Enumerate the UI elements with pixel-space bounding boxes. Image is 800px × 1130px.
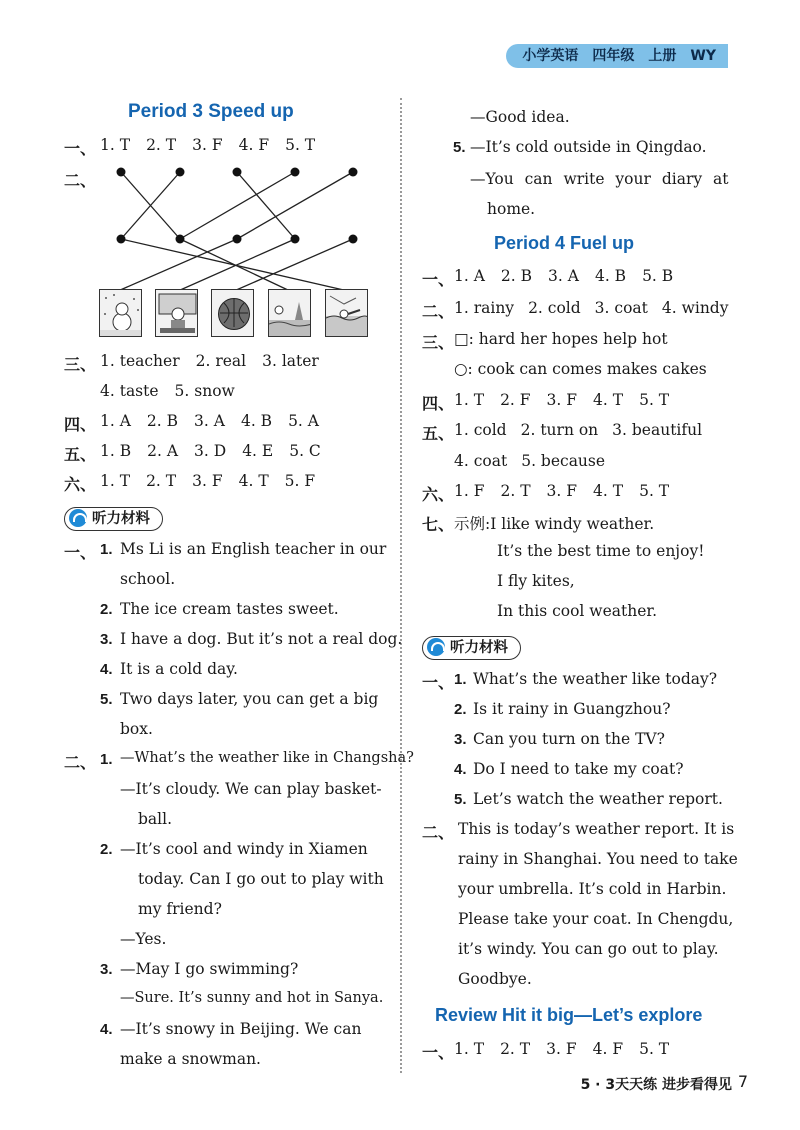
line-number: 2. <box>454 701 467 718</box>
p3-s6-label: 六、 <box>64 475 97 494</box>
p3-s3-row2 <box>100 382 235 400</box>
answer: 3. beautiful <box>612 421 703 439</box>
answer: 5. T <box>285 136 316 154</box>
p4-s7-label: 七、 <box>422 515 455 534</box>
boy-at-table-picture <box>155 289 198 337</box>
review-s1-answers <box>454 1040 669 1058</box>
answer: 4. F <box>592 1040 624 1058</box>
listening-line: —May I go swimming? <box>120 960 299 978</box>
dialogue-line: —You can write your diary at <box>470 170 729 188</box>
p4-s4-label: 四、 <box>422 394 455 413</box>
answer: 5. F <box>284 472 316 490</box>
poem-line: I fly kites, <box>497 572 575 590</box>
answer: 2. cold <box>528 299 581 317</box>
answer: 3. F <box>192 136 223 154</box>
listening-line: —It’s cloudy. We can play basket- <box>120 780 382 798</box>
match-dot <box>117 168 126 177</box>
p4-s5-label: 五、 <box>422 424 455 443</box>
line-number: 1. <box>100 751 113 768</box>
p4-s5-row1 <box>454 421 702 439</box>
line-number: 2. <box>100 601 113 618</box>
match-dot <box>233 168 242 177</box>
weather-report-line: your umbrella. It’s cold in Harbin. <box>458 880 727 898</box>
volume-label: 上册 <box>648 48 677 64</box>
line-number: 4. <box>454 761 467 778</box>
swimming-picture <box>325 289 368 337</box>
line-number: 3. <box>454 731 467 748</box>
p3-s1-answers <box>100 136 315 154</box>
answer: 1. A <box>454 267 485 285</box>
p4-s1-label: 一、 <box>422 270 455 289</box>
snowman-picture <box>99 289 142 337</box>
listening-line: Do I need to take my coat? <box>473 760 684 778</box>
period3-title: Period 3 Speed up <box>128 101 294 122</box>
listening-line: I have a dog. But it’s not a real dog. <box>120 630 403 648</box>
match-dot <box>233 235 242 244</box>
p4-s2-label: 二、 <box>422 302 455 321</box>
listening-line: my friend? <box>138 900 222 918</box>
listening-line: Let’s watch the weather report. <box>473 790 723 808</box>
answer: 3. later <box>262 352 319 370</box>
review-s1-label: 一、 <box>422 1043 455 1062</box>
p4-s1-answers <box>454 267 673 285</box>
poem-line: It’s the best time to enjoy! <box>497 542 705 560</box>
p3-s4-label: 四、 <box>64 415 97 434</box>
p4-s3-label: 三、 <box>422 333 455 352</box>
p4-s6-answers <box>454 482 669 500</box>
answer: 3. F <box>546 482 578 500</box>
p3-s1-row <box>64 136 96 159</box>
line-number: 5. <box>453 139 466 156</box>
answer: 5. C <box>289 442 321 460</box>
listening-tag-label: 听力材料 <box>450 640 508 656</box>
page-number: 7 <box>737 1072 748 1091</box>
match-line <box>237 172 353 239</box>
answer: 1. A <box>100 412 131 430</box>
subject-label: 小学英语 <box>522 48 579 64</box>
line-number: 3. <box>100 961 113 978</box>
listening-material-tag <box>422 636 521 660</box>
listening-line: —It’s cool and windy in Xiamen <box>120 840 368 858</box>
review-title: Review Hit it big—Let’s explore <box>435 1005 703 1025</box>
answer: 5. T <box>639 1040 670 1058</box>
answer: 1. teacher <box>100 352 180 370</box>
answer: 2. real <box>195 352 247 370</box>
match-dot <box>349 235 358 244</box>
match-line <box>180 172 295 239</box>
match-dot <box>176 235 185 244</box>
answer: 3. F <box>546 1040 577 1058</box>
line-number: 1. <box>100 541 113 558</box>
line-number: 4. <box>100 661 113 678</box>
answer: 1. T <box>100 472 131 490</box>
listening-line: —Yes. <box>120 930 167 948</box>
listening-line: school. <box>120 570 176 588</box>
match-dot <box>349 168 358 177</box>
weather-report-line: Goodbye. <box>458 970 532 988</box>
match-line <box>234 239 353 291</box>
listening-line: ball. <box>138 810 173 828</box>
answer: 5. A <box>288 412 319 430</box>
listening-line: Is it rainy in Guangzhou? <box>473 700 671 718</box>
p3-s4-answers <box>100 412 319 430</box>
line-number: 5. <box>100 691 113 708</box>
listening-line: The ice cream tastes sweet. <box>120 600 339 618</box>
answer: 4. T <box>593 391 624 409</box>
answer: 5. T <box>639 482 670 500</box>
listening-line: —Sure. It’s sunny and hot in Sanya. <box>120 990 384 1006</box>
answer: 1. B <box>100 442 132 460</box>
matching-lines-diagram <box>100 160 380 295</box>
p3-l2-label: 二、 <box>64 753 97 772</box>
listening-line: What’s the weather like today? <box>473 670 718 688</box>
footer-brand: 5 · 3天天练 进步看得见 <box>580 1077 732 1093</box>
dialogue-line: —It’s cold outside in Qingdao. <box>470 138 707 156</box>
answer: 4. taste <box>100 382 159 400</box>
match-line <box>118 239 237 291</box>
match-dot <box>291 168 300 177</box>
p3-s2-label: 二、 <box>64 171 97 190</box>
p3-s3-row1 <box>100 352 319 370</box>
headphones-icon <box>427 638 445 656</box>
match-dot <box>176 168 185 177</box>
p3-s3-label: 三、 <box>64 355 97 374</box>
answer: 3. D <box>194 442 227 460</box>
dialogue-line: home. <box>487 200 536 218</box>
p4-s2-answers <box>454 299 728 317</box>
answer: 2. T <box>500 1040 531 1058</box>
answer: 2. B <box>500 267 533 285</box>
answer: 4. T <box>238 472 269 490</box>
poem-line: 示例:I like windy weather. <box>454 515 655 533</box>
line-number: 5. <box>454 791 467 808</box>
listening-line: make a snowman. <box>120 1050 261 1068</box>
answer: 3. coat <box>594 299 648 317</box>
answer: 1. rainy <box>454 299 515 317</box>
section-label: 一、 <box>64 139 97 158</box>
match-dot <box>117 235 126 244</box>
basketball-picture <box>211 289 254 337</box>
line-number: 1. <box>454 671 467 688</box>
p3-s6-answers <box>100 472 315 490</box>
circle-sound-words: ○: cook can comes makes cakes <box>454 360 707 378</box>
p4-s4-answers <box>454 391 669 409</box>
column-divider <box>400 98 402 1073</box>
answer: 2. T <box>146 136 177 154</box>
answer: 4. windy <box>661 299 729 317</box>
weather-report-line: rainy in Shanghai. You need to take <box>458 850 738 868</box>
beach-picture <box>268 289 311 337</box>
listening-line: Can you turn on the TV? <box>473 730 665 748</box>
listening-line: —What’s the weather like in Changsha? <box>120 750 414 766</box>
answer: 1. cold <box>454 421 507 439</box>
line-number: 3. <box>100 631 113 648</box>
p4-l1-label: 一、 <box>422 673 455 692</box>
p3-l1-label: 一、 <box>64 543 97 562</box>
poem-line: In this cool weather. <box>497 602 658 620</box>
match-line <box>237 172 295 239</box>
answer: 1. T <box>100 136 131 154</box>
answer: 2. B <box>146 412 179 430</box>
answer: 4. B <box>594 267 627 285</box>
answer: 3. F <box>192 472 223 490</box>
book-header-badge <box>506 44 728 68</box>
listening-line: today. Can I go out to play with <box>138 870 384 888</box>
answer: 2. T <box>146 472 177 490</box>
p3-s5-answers <box>100 442 321 460</box>
headphones-icon <box>69 509 87 527</box>
answer: 1. T <box>454 1040 485 1058</box>
p4-s5-row2 <box>454 452 605 470</box>
listening-line: Ms Li is an English teacher in our <box>120 540 387 558</box>
answer: 2. F <box>500 391 531 409</box>
answer: 1. T <box>454 391 485 409</box>
line-number: 2. <box>100 841 113 858</box>
answer: 1. F <box>454 482 485 500</box>
answer: 3. A <box>548 267 579 285</box>
grade-label: 四年级 <box>592 48 635 64</box>
answer: 4. E <box>242 442 274 460</box>
weather-report-line: This is today’s weather report. It is <box>458 820 735 838</box>
p4-s6-label: 六、 <box>422 485 455 504</box>
answer: 5. snow <box>174 382 235 400</box>
listening-material-tag <box>64 507 163 531</box>
answer: 2. turn on <box>520 421 599 439</box>
answer: 2. A <box>147 442 179 460</box>
period4-title: Period 4 Fuel up <box>494 233 635 253</box>
listening-line: box. <box>120 720 153 738</box>
weather-report-line: it’s windy. You can go out to play. <box>458 940 719 958</box>
edition-label: WY <box>690 48 716 64</box>
p3-s5-label: 五、 <box>64 445 97 464</box>
answer: 5. T <box>639 391 670 409</box>
listening-line: Two days later, you can get a big <box>120 690 379 708</box>
listening-tag-label: 听力材料 <box>92 511 150 527</box>
listening-line: —It’s snowy in Beijing. We can <box>120 1020 362 1038</box>
square-sound-words: □: hard her hopes help hot <box>454 330 668 348</box>
answer: 3. A <box>194 412 225 430</box>
match-dot <box>291 235 300 244</box>
listening-line: It is a cold day. <box>120 660 238 678</box>
dialogue-line: —Good idea. <box>470 108 570 126</box>
answer: 5. because <box>521 452 606 470</box>
p4-l2-label: 二、 <box>422 823 455 842</box>
weather-report-line: Please take your coat. In Chengdu, <box>458 910 734 928</box>
answer: 4. B <box>240 412 273 430</box>
answer: 5. B <box>642 267 674 285</box>
answer: 4. coat <box>454 452 508 470</box>
answer: 3. F <box>546 391 578 409</box>
line-number: 4. <box>100 1021 113 1038</box>
answer: 4. F <box>238 136 270 154</box>
answer: 4. T <box>593 482 624 500</box>
answer: 2. T <box>500 482 531 500</box>
